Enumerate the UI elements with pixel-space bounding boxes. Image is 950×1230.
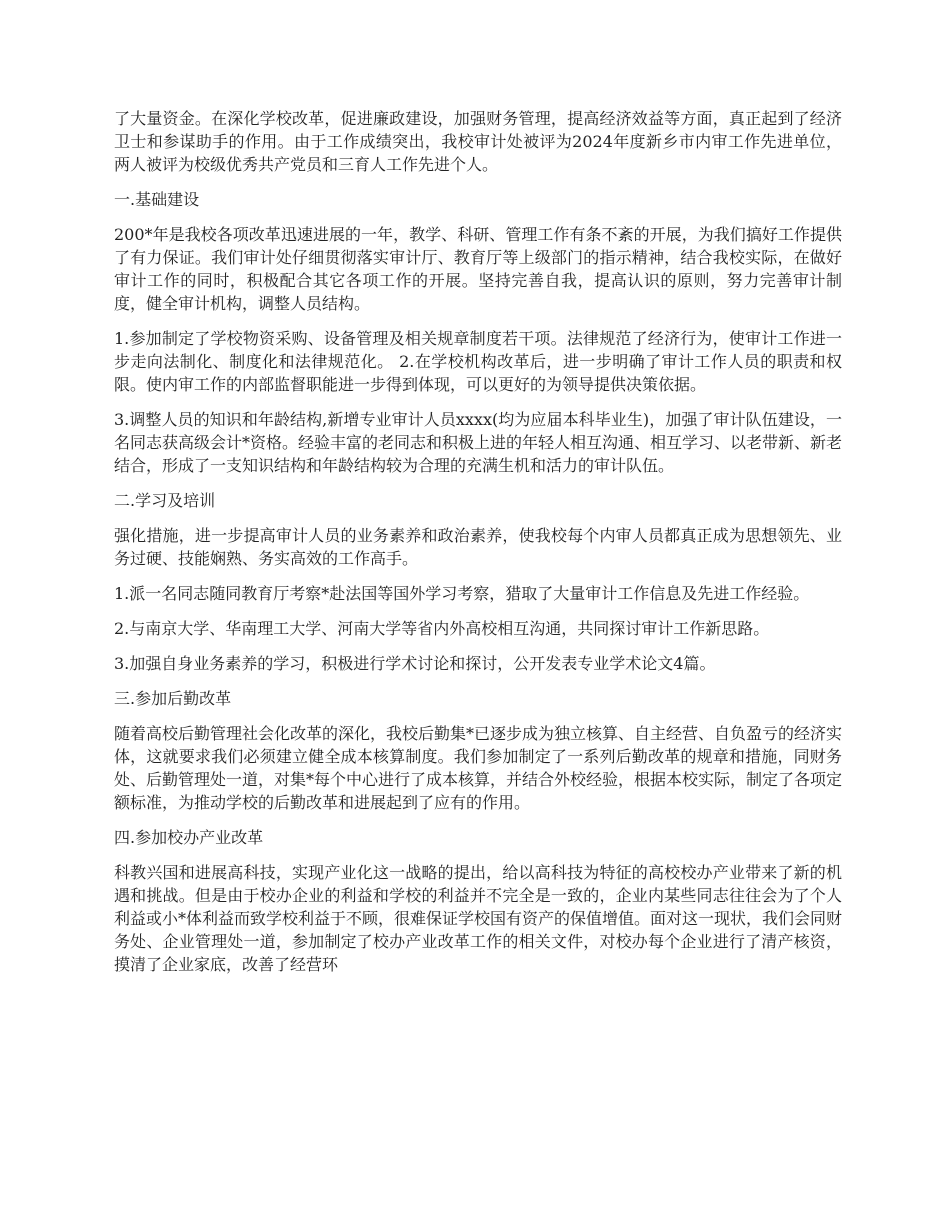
paragraph: 强化措施，进一步提高审计人员的业务素养和政治素养，使我校每个内审人员都真正成为思想领先、业务过硬、技能娴熟、务实高效的工作高手。 bbox=[114, 526, 842, 568]
paragraph: 2.与南京大学、华南理工大学、河南大学等省内外高校相互沟通，共同探讨审计工作新思路。 bbox=[114, 619, 770, 638]
document-page bbox=[114, 107, 842, 988]
section-heading-3: 三.参加后勤改革 bbox=[114, 689, 232, 708]
section-heading-4: 四.参加校办产业改革 bbox=[114, 828, 264, 847]
paragraph: 了大量资金。在深化学校改革，促进廉政建设，加强财务管理，提高经济效益等方面，真正起到了经济卫士和参谋助手的作用。由于工作成绩突出，我校审计处被评为2024年度新乡市内审工作先进单位，两人被评为校级优秀共产党员和三育人工作先进个人。 bbox=[114, 109, 842, 174]
paragraph: 科教兴国和进展高科技，实现产业化这一战略的提出，给以高科技为特征的高校校办产业带来了新的机遇和挑战。但是由于校办企业的利益和学校的利益并不完全是一致的，企业内某些同志往往会为了个人利益或小*体利益而致学校利益于不顾，很难保证学校国有资产的保值增值。面对这一现状，我们会同财务处、企业管理处一道，参加制定了校办产业改革工作的相关文件，对校办每个企业进行了清产核资，摸清了企业家底，改善了经营环 bbox=[114, 863, 843, 974]
paragraph: 随着高校后勤管理社会化改革的深化，我校后勤集*已逐步成为独立核算、自主经营、自负盈亏的经济实体，这就要求我们必须建立健全成本核算制度。我们参加制定了一系列后勤改革的规章和措施，同财务处、后勤管理处一道，对集*每个中心进行了成本核算，并结合外校经验，根据本校实际，制定了各项定额标准，为推动学校的后勤改革和进展起到了应有的作用。 bbox=[114, 724, 843, 812]
paragraph: 3.加强自身业务素养的学习，积极进行学术讨论和探讨，公开发表专业学术论文4篇。 bbox=[114, 654, 716, 673]
paragraph: 1.参加制定了学校物资采购、设备管理及相关规章制度若干项。法律规范了经济行为，使审计工作进一步走向法制化、制度化和法律规范化。 2.在学校机构改革后，进一步明确了审计工作人员的职责和权限。使内审工作的内部监督职能进一步得到体现，可以更好的为领导提供决策依据。 bbox=[114, 329, 842, 394]
paragraph: 200*年是我校各项改革迅速进展的一年，教学、科研、管理工作有条不紊的开展，为我们搞好工作提供了有力保证。我们审计处仔细贯彻落实审计厅、教育厅等上级部门的指示精神，结合我校实际，在做好审计工作的同时，积极配合其它各项工作的开展。坚持完善自我，提高认识的原则，努力完善审计制度，健全审计机构，调整人员结构。 bbox=[114, 225, 842, 313]
section-heading-1: 一.基础建设 bbox=[114, 190, 200, 209]
paragraph: 1.派一名同志随同教育厅考察*赴法国等国外学习考察，猎取了大量审计工作信息及先进工作经验。 bbox=[114, 584, 810, 603]
section-heading-2: 二.学习及培训 bbox=[114, 491, 216, 510]
paragraph: 3.调整人员的知识和年龄结构,新增专业审计人员xxxx(均为应届本科毕业生)，加强了审计队伍建设，一名同志获高级会计*资格。经验丰富的老同志和积极上进的年轻人相互沟通、相互学习、以老带新、新老结合，形成了一支知识结构和年龄结构较为合理的充满生机和活力的审计队伍。 bbox=[114, 410, 843, 475]
